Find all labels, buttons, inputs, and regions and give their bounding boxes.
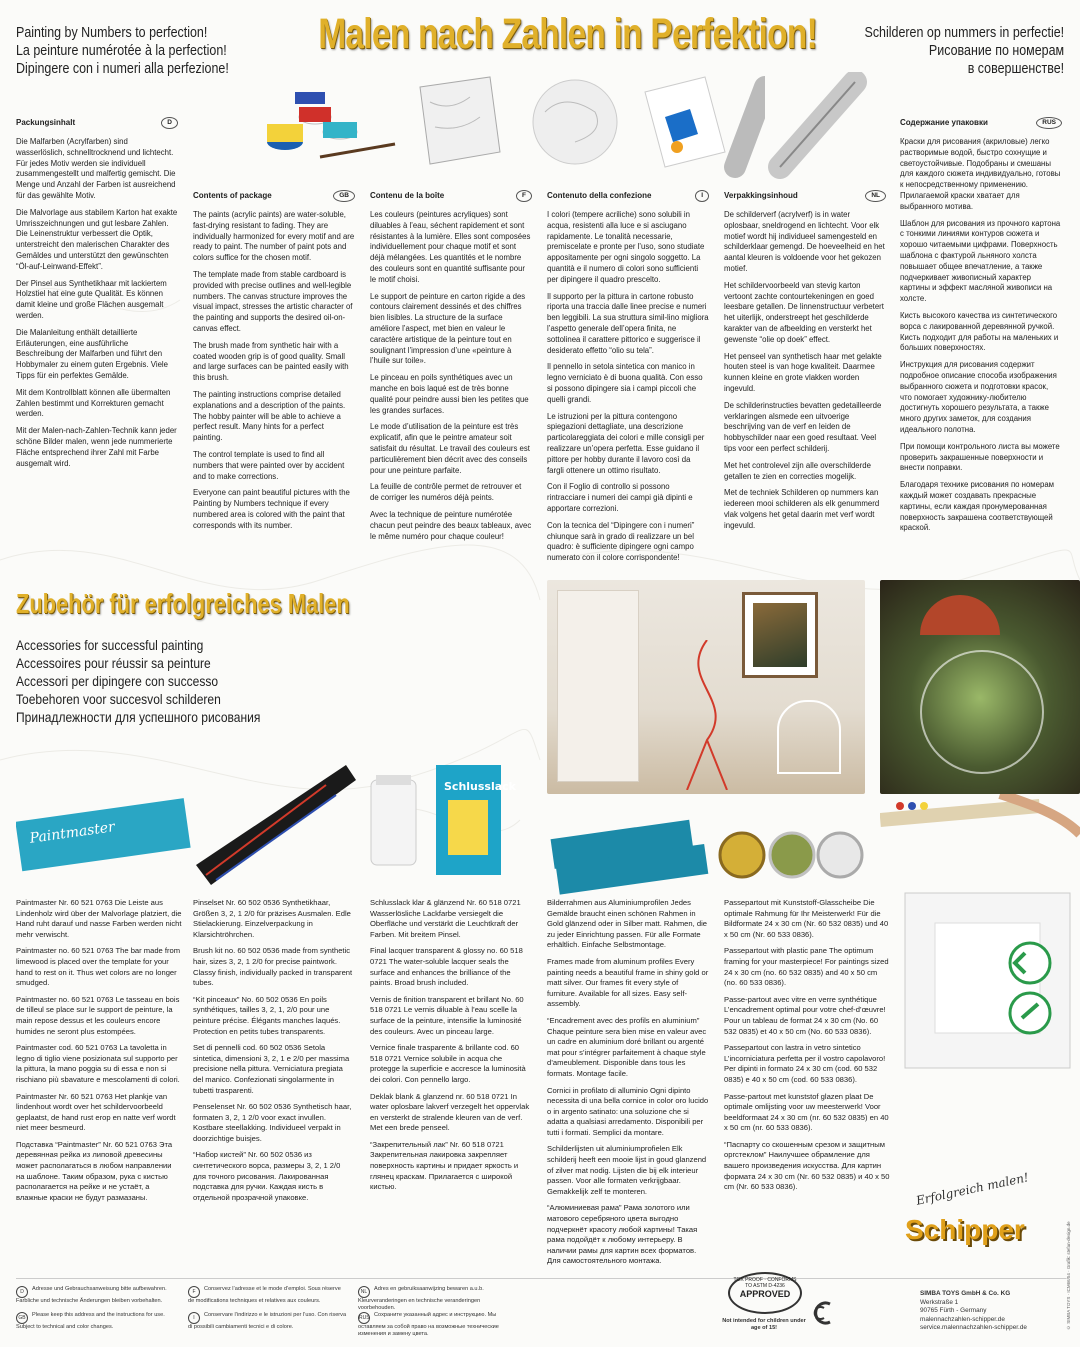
brush-set-image bbox=[196, 765, 356, 885]
contents-ru-p1: Краски для рисования (акриловые) легко растворимые водой, быстро сохнущие и светоустойчивые. Подобраны и смешаны для каждого сюжета индивидуально, готовы к непосредственному применению. Прилагаемой краски хватает для выбранного мотива. bbox=[900, 137, 1061, 211]
left-taglines bbox=[16, 24, 263, 78]
contents-fr-p5: La feuille de contrôle permet de retrouver et de corriger les numéros déjà peints. bbox=[370, 482, 522, 503]
final-lacquer-image bbox=[371, 765, 517, 875]
room-photo bbox=[547, 580, 865, 794]
main-title: Malen nach Zahlen in Perfektion! bbox=[318, 10, 817, 58]
lacquer-fr: Vernis de finition transparent et brillant No. 60 518 0721 Le vernis diluable à l’eau scelle la surface de la peinture, intensifie la luminosité des couleurs. Avec un pinceau large. bbox=[370, 994, 524, 1036]
lacquer-descriptions bbox=[370, 898, 532, 1199]
contents-it bbox=[547, 190, 709, 570]
company-name: SIMBA TOYS GmbH & Co. KG bbox=[920, 1290, 1011, 1297]
passepartout-image bbox=[900, 888, 1075, 1073]
brush-set-fr: “Kit pinceaux” No. 60 502 0536 En poils synthétiques, tailles 3, 2, 1, 2/0 pour une peinture précise. Élégants manches laqués. Protection en petits tubes transparents. bbox=[193, 994, 341, 1036]
frames-it: Cornici in profilato di alluminio Ogni dipinto necessita di una bella cornice in color oro lucido o in argento satinato: una soluzione che si adatta a qualsiasi arredamento. Disponibili per tutti i formati. Semplici da montare. bbox=[547, 1085, 709, 1137]
tagline-fr: La peinture numérotée à la perfection! bbox=[16, 43, 227, 59]
frames-de: Bilderrahmen aus Aluminiumprofilen Jedes Gemälde braucht einen schönen Rahmen in Gold glänzend oder in Silber matt. Rahmen, die zu jeder Einrichtung passen. Für alle Formate erhältlich. Einfache Selbstmontage. bbox=[547, 898, 707, 950]
accessories-subtitle-it: Accessori per dipingere con successo bbox=[16, 673, 219, 689]
company-address bbox=[920, 1290, 1070, 1333]
footer-note-i: I Conservare l’indirizzo e le istruzioni per l’uso. Con riserva di possibili cambiamenti tecnici e di colore. bbox=[188, 1312, 347, 1330]
passepartout-it: Passepartout con lastra in vetro sintetico L’incorniciatura perfetta per il vostro capolavoro! Per dipinti in formato 24 x 30 cm (cod. 60 532 0835) e 40 x 50 cm (cod. 60 533 0836). bbox=[724, 1043, 886, 1084]
paintmaster-ru: Подставка “Paintmaster” Nr. 60 521 0763 Эта деревянная рейка из липовой древесины может располагаться в любом направлении на шаблоне. Таким образом, рука с кистью располагается на рейке и не устаёт, а влажные краски не будут размазаны. bbox=[16, 1139, 173, 1202]
footer-badge-nl: NL bbox=[358, 1286, 370, 1298]
brand-slogan: Erfolgreich malen! bbox=[914, 1170, 1030, 1208]
contents-de-p1: Die Malfarben (Acrylfarben) sind wasserlöslich, schnelltrocknend und lichtecht. Für jedes Motiv werden sie individuell zusammengestellt und malfertig gemischt. Die Menge und Anzahl der Farben ist ausreichend für das gewählte Motiv. bbox=[16, 137, 176, 200]
lang-badge-nl: NL bbox=[865, 190, 886, 202]
accessories-subtitles bbox=[16, 636, 300, 726]
brush-set-nl: Penselenset Nr. 60 502 0536 Synthetisch haar, formaten 3, 2, 1 2/0 voor exact invullen. Kostbare steellakking. Individueel verpakt in doorzichtige buisjes. bbox=[193, 1102, 352, 1143]
chair bbox=[777, 700, 841, 774]
frames-product-image bbox=[547, 800, 867, 895]
contents-de-p2: Die Malvorlage aus stabilem Karton hat exakte Umrisszeichnungen und gut lesbare Zahlen. Die Leinenstruktur verbessert die Optik, unterstreicht den malerischen Charakter des Gemäldes und unterstützt den gewünschten “Öl-auf-Leinwand-Effekt”. bbox=[16, 207, 178, 271]
approved-seal-ring-text: TOX PROOF · CONFORMS TO ASTM D-4236 bbox=[733, 1277, 797, 1289]
frames-nl: Schilderlijsten uit aluminiumprofielen Elk schilderij heeft een mooie lijst in goud glanzend of zilver mat nodig. Lijsten die bij elk interieur passen. Voor alle formaten verkrijgbaar. Gemakkelijk zelf te monteren. bbox=[547, 1144, 707, 1196]
lang-badge-rus: RUS bbox=[1036, 117, 1062, 129]
lacquer-it: Vernice finale trasparente & brillante cod. 60 518 0721 Vernice solubile in acqua che protegge la superficie e accresce la luminosità dei colori. Con pennello largo. bbox=[370, 1043, 526, 1084]
tagline-ru-1: Рисование по номерам bbox=[928, 43, 1064, 59]
contents-nl bbox=[724, 190, 886, 538]
tagline-ru-2: в совершенстве! bbox=[967, 61, 1064, 77]
contents-ru-p5: При помощи контрольного листа вы можете проверить закрашенные поверхности и внести поправки. bbox=[900, 441, 1060, 473]
company-service-site: service.malennachzahlen-schipper.de bbox=[920, 1324, 1027, 1331]
painting-photo bbox=[880, 580, 1080, 794]
paintmaster-fr: Paintmaster no. 60 521 0763 Le tasseau en bois de tilleul se place sur le support de peinture, la main repose dessus et les couleurs encore humides ne seront plus estompées. bbox=[16, 994, 180, 1036]
passepartout-en: Passepartout with plastic pane The optimum framing for your masterpiece! For paintings sized 24 x 30 cm (no. 60 532 0835) and 40 x 50 cm (no. 60 533 0836). bbox=[724, 946, 889, 988]
schipper-logo bbox=[905, 1170, 1065, 1260]
contents-ru-p4: Инструкция для рисования содержит подробное описание способа изображения выбранного сюжета и подготовки красок, что помогает художнику-любителю достигнуть хорошего результата, а также много других заметок, для создания идеального полотна. bbox=[900, 360, 1057, 434]
accessories-subtitle-en: Accessories for successful painting bbox=[16, 637, 204, 653]
contents-nl-p3: Het penseel van synthetisch haar met gelakte houten steel is van hoge kwaliteit. Daarmee kunnen kleine en grote vlakken worden ingevuld. bbox=[724, 351, 882, 393]
contents-en-p5: The control template is used to find all numbers that were painted over by accident and to make corrections. bbox=[193, 449, 345, 481]
contents-nl-p1: De schilderverf (acrylverf) is in water oplosbaar, sneldrogend en lichtecht. Voor elk motief wordt hij individueel samengesteld en schilderklaar gemengd. De hoeveelheid en het aantal kleuren is voldoende voor het gekozen motief. bbox=[724, 210, 885, 273]
frames-ru: “Алюминиевая рама” Рама золотого или матового серебряного цвета выгодно подчеркнёт красоту любой картины! Такая рама подойдёт к любому интерьеру. В наличии рамы для картин всех форматов. Для самостоятельного монтажа. bbox=[547, 1203, 698, 1266]
contents-nl-heading: Verpakkingsinhoud bbox=[724, 190, 798, 200]
paint-pot-blue bbox=[295, 92, 325, 104]
brush bbox=[320, 144, 395, 157]
contents-ru-heading: Содержание упаковки bbox=[900, 117, 988, 127]
passepartout-descriptions bbox=[724, 898, 892, 1199]
brush-set-it: Set di pennelli cod. 60 502 0536 Setola sintetica, dimensioni 3, 2, 1 e 2/0 per massima precisione nella pittura. Verniciatura pregiata del manico. Confezionati singolarmente in tubetti trasparenti. bbox=[193, 1043, 350, 1095]
mushroom-cap bbox=[920, 595, 1000, 635]
lacquer-en: Final lacquer transparent & glossy no. 60 518 0721 The water-soluble lacquer seals the surface and enhances the brilliance of the paints. Broad brush included. bbox=[370, 946, 523, 988]
canvas-template-image bbox=[420, 77, 500, 164]
contents-it-heading: Contenuto della confezione bbox=[547, 190, 652, 200]
contents-it-p5: Con il Foglio di controllo si possono rintracciare i numeri dei campi già dipinti e apportare correzioni. bbox=[547, 482, 693, 513]
instructions-booklet-image bbox=[645, 77, 725, 167]
footer-note-rus: RUS Сохраните указанный адрес и инструкцию. Мы оставляем за собой право на возможные технические изменения и замену цвета. bbox=[358, 1312, 499, 1337]
passepartout-de: Passepartout mit Kunststoff-Glasscheibe Die optimale Rahmung für Ihr Meisterwerk! Für die Bildformate 24 x 30 cm (Nr. 60 532 0835) und 40 x 50 cm (Nr. 60 533 0836). bbox=[724, 898, 889, 939]
contents-nl-p5: Met het controlevel zijn alle overschilderde getallen te zien en correcties mogelijk. bbox=[724, 460, 871, 481]
frames-descriptions bbox=[547, 898, 709, 1273]
contents-de-heading: Packungsinhalt bbox=[16, 117, 76, 127]
paintmaster-de: Paintmaster Nr. 60 521 0763 Die Leiste aus Lindenholz wird über der Malvorlage platziert, die Hand ruht darauf und nasse Farben werden nicht mehr verwischt. bbox=[16, 898, 182, 939]
contents-it-p2: Il supporto per la pittura in cartone robusto riporta una traccia dalle linee precise e numeri ben leggibili. La sua struttura simil-lino migliora l’aspetto generale dell’opera finita, ne sottolinea il carattere pittorico e suggerisce il desiderato effetto “olio su tela”. bbox=[547, 291, 709, 355]
contents-ru-p2: Шаблон для рисования из прочного картона с тонкими линиями контуров сюжета и хорошо читаемыми цифрами. Поверхность шаблона с фактурой льняного холста повышает общее впечатление, а также подчеркивает живописный характер картины и эффект масляной живописи на холсте. bbox=[900, 218, 1061, 304]
framed-painting bbox=[742, 592, 818, 678]
brush-set-de: Pinselset Nr. 60 502 0536 Synthetikhaar, Größen 3, 2, 1 2/0 für präzises Ausmalen. Edle Stielackierung. Einzelverpackung in Klarsichtröhrchen. bbox=[193, 898, 351, 939]
brush-set-descriptions bbox=[193, 898, 355, 1209]
footer-badge-d: D bbox=[16, 1286, 28, 1298]
company-city: 90765 Fürth - Germany bbox=[920, 1307, 987, 1314]
tagline-nl: Schilderen op nummers in perfectie! bbox=[864, 25, 1064, 41]
frames-fr: “Encadrement avec des profils en aluminium” Chaque peinture sera bien mise en valeur avec un cadre en aluminium doré brillant ou argenté mat pour s’intégrer parfaitement à chaque style d’ameublement. Disponible dans tous les formats. Montage facile. bbox=[547, 1015, 707, 1078]
accessory-products-image bbox=[16, 745, 536, 895]
contents-en bbox=[193, 190, 355, 538]
accessories-subtitle-nl: Toebehoren voor succesvol schilderen bbox=[16, 691, 221, 707]
paintmaster-it: Paintmaster cod. 60 521 0763 La tavoletta in legno di tiglio viene posizionata sul supporto per la pittura, la mano poggia su di essa e non si rischiano più sbavature e mescolamenti di colori. bbox=[16, 1043, 180, 1084]
paintmaster-in-use-image bbox=[880, 794, 1080, 850]
paint-pots-image bbox=[267, 92, 395, 157]
kit-contents-illustration bbox=[245, 72, 765, 180]
paint-pot-teal bbox=[323, 122, 357, 138]
paint-pot-yellow bbox=[267, 124, 303, 142]
lang-badge-de: D bbox=[161, 117, 178, 129]
footer-note-f: F Conservez l’adresse et le mode d’emploi. Sous réserve de modifications techniques et relatives aux couleurs. bbox=[188, 1286, 341, 1304]
lang-badge-gb: GB bbox=[333, 190, 355, 202]
contents-it-p1: I colori (tempere acriliche) sono solubili in acqua, resistenti alla luce e si asciugano rapidamente. Le tonalità necessarie, premiscelate e pronte per l’uso, sono studiate appositamente per ogni singolo soggetto. La quantità e il numero di colori sono sufficienti per dipingere il quadro prescelto. bbox=[547, 210, 705, 284]
tagline-it: Dipingere con i numeri alla perfezione! bbox=[16, 61, 229, 77]
contents-de-p5: Mit dem Kontrollblatt können alle übermalten Zahlen bestimmt und Korrekturen gemacht werden. bbox=[16, 387, 171, 419]
contents-de-p4: Die Malanleitung enthält detaillierte Erläuterungen, eine ausführliche Beschreibung der Malfarben und führt den Hobbymaler zu einem guten Ergebnis. Viele Tipps für ein perfektes Gemälde. bbox=[16, 327, 168, 380]
paintmaster-logo-text: Paintmaster bbox=[28, 819, 116, 847]
contents-fr-p3: Le pinceau en poils synthétiques avec un manche en bois laqué est de très bonne qualité pour peindre aussi bien les petites que les grandes surfaces. bbox=[370, 373, 529, 415]
red-lamp bbox=[667, 640, 747, 790]
contents-fr-heading: Contenu de la boîte bbox=[370, 190, 445, 200]
contents-de-p6: Mit der Malen-nach-Zahlen-Technik kann jeder schöne Bilder malen, wenn jede nummerierte Fläche entsprechend ihrer Zahl mit Farbe ausgemalt wird. bbox=[16, 426, 177, 468]
company-street: Werkstraße 1 bbox=[920, 1298, 959, 1306]
brush-set-ru: “Набор кистей” Nr. 60 502 0536 из синтетического ворса, размеры 3, 2, 1 2/0 для точного рисования. Лакированная подставка для ручки. Каждая кисть в отдельной прозрачной упаковке. bbox=[193, 1150, 341, 1202]
accessories-title: Zubehör für erfolgreiches Malen bbox=[16, 588, 350, 619]
contents-de-p3: Der Pinsel aus Synthetikhaar mit lackiertem Holzstiel hat eine gute Qualität. Es können damit kleine und große Flächen ausgemalt werden. bbox=[16, 278, 167, 320]
accessories-subtitle-ru: Принадлежности для успешного рисования bbox=[16, 709, 261, 725]
contents-nl-p6: Met de techniek Schilderen op nummers kan iedereen mooi schilderen als elk genummerd vlak volgens het getal daarin met verf wordt ingevuld. bbox=[724, 488, 880, 530]
ce-mark-icon bbox=[810, 1300, 836, 1326]
lang-badge-f: F bbox=[516, 190, 532, 202]
contents-fr-p1: Les couleurs (peintures acryliques) sont diluables à l’eau, séchent rapidement et sont résistantes à la lumière. Elles sont composées individuellement pour chaque motif et sont déjà mélangées. Les quantités et le nombre des couleurs sont en quantité suffisante pour le motif choisi. bbox=[370, 210, 531, 284]
contents-ru-p6: Благодаря технике рисования по номерам каждый может создавать прекрасные картины, если каждая пронумерованная поверхность закрашена соответствующей краской. bbox=[900, 480, 1055, 533]
passepartout-nl: Passe-partout met kunststof glazen plaat De optimale omlijsting voor uw meesterwerk! Voor beeldformaat 24 x 30 cm (nr. 60 532 0835) en 40 x 50 cm (nr. 60 533 0836). bbox=[724, 1091, 889, 1133]
contents-en-p1: The paints (acrylic paints) are water-soluble, fast-drying resistant to fading. They are individually harmonized for every motif and are ready to paint. The number of paint pots and colors suffice for the chosen motif. bbox=[193, 210, 355, 263]
brush-set-en: Brush kit no. 60 502 0536 made from synthetic hair, sizes 3, 2, 1 2/0 for precise paintwork. Classy finish, individually packed in transparent tubes. bbox=[193, 946, 353, 988]
approved-seal-text: APPROVED bbox=[739, 1289, 791, 1299]
passepartout-fr: Passe-partout avec vitre en verre synthétique L’encadrement optimal pour votre chef-d’œuvre! Pour un tableau de format 24 x 30 cm (No. 60 532 0835) et 40 x 50 cm (No. 60 533 0836). bbox=[724, 994, 886, 1036]
accessories-subtitle-fr: Accessoires pour réussir sa peinture bbox=[16, 655, 211, 671]
contents-ru bbox=[900, 117, 1062, 540]
contents-en-p4: The painting instructions comprise detailed explanations and a description of the paints. The hobby painter will be able to achieve a perfect result. Many hints for a perfect painting. bbox=[193, 389, 346, 443]
right-taglines bbox=[832, 24, 1064, 78]
footer-badge-i: I bbox=[188, 1312, 200, 1324]
contents-fr-p2: Le support de peinture en carton rigide a des contours clairement dessinés et des chiffres bien lisibles. La structure de la surface améliore l’aspect, met bien en valeur le caractère artistique de la peinture tout en soulignant l’impression d’une «peinture à l’huile sur toile». bbox=[370, 291, 526, 366]
contents-nl-p2: Het schildervoorbeeld van stevig karton vertoont zachte contourtekeningen en goed leesbare getallen. De linnenstructuur verbetert het uiterlijk, onderstreept het geschilderde karakter van de afbeelding en versterkt het gewenste “olie op doek” effect. bbox=[724, 280, 884, 344]
brand-name: Schipper bbox=[905, 1214, 1025, 1245]
contents-en-p2: The template made from stable cardboard is provided with precise outlines and well-legible numbers. The canvas structure improves the visual impact, stresses the artistic character of the painting and supports the desired oil-on-canvas effect. bbox=[193, 269, 353, 333]
contents-it-p3: Il pennello in setola sintetica con manico in legno verniciato è di buona qualità. Con esso si possono dipingere sia i campi piccoli che quelli grandi. bbox=[547, 362, 703, 404]
silver-frame-sample-2 bbox=[818, 833, 862, 877]
contents-it-p4: Le istruzioni per la pittura contengono spiegazioni dettagliate, una descrizione particolareggiata dei colori e mille consigli per realizzare un’opera perfetta. Esse guidano il pittore per hobby durante il lavoro così da fargli ottenere un ottimo risultato. bbox=[547, 411, 705, 475]
contents-en-p6: Everyone can paint beautiful pictures with the Painting by Numbers technique if every numbered area is colored with the paint that corresponds with its number. bbox=[193, 488, 350, 530]
footer-note-gb: GB Please keep this address and the instructions for use. Subject to technical and color changes. bbox=[16, 1312, 165, 1330]
lacquer-de: Schlusslack klar & glänzend Nr. 60 518 0721 Wasserlösliche Lackfarbe versiegelt die Oberfläche und verstärkt die Leuchtkraft der Farben. Mit breitem Pinsel. bbox=[370, 898, 521, 939]
contents-fr-p4: Le mode d’utilisation de la peinture est très explicatif, afin que le peintre amateur soit satisfait du résultat. Le travail des couleurs est particulièrement bien décrit avec des conseils pour une peinture parfaite. bbox=[370, 422, 530, 475]
rolled-canvas-image-right bbox=[760, 72, 870, 180]
frames-en: Frames made from aluminum profiles Every painting needs a beautiful frame in shiny gold or matt silver. Our frames fit every style of furniture. Available for all sizes. Easy self-assembly. bbox=[547, 956, 709, 1009]
contents-fr-p6: Avec la technique de peinture numérotée chacun peut peindre des beaux tableaux, avec le même numéro pour chaque couleur! bbox=[370, 509, 532, 541]
lang-badge-i: I bbox=[695, 190, 709, 202]
contents-ru-p3: Кисть высокого качества из синтетического ворса с лакированной деревянной ручкой. Кисть подходит для работы на маленьких и больших поверхностях. bbox=[900, 310, 1059, 353]
lacquer-ru: “Закрепительный лак” Nr. 60 518 0721 Закрепительная лакировка закрепляет поверхность картины и придает яркость и глянец краскам. Прилагается с широкой кистью. bbox=[370, 1139, 519, 1192]
lacquer-nl: Deklak blank & glanzend nr. 60 518 0721 In water oplosbare lakverf verzegelt het oppervlak en versterkt de stralende kleuren van de verf. Met een brede penseel. bbox=[370, 1091, 530, 1133]
footer-divider bbox=[16, 1278, 1066, 1279]
footer-badge-rus: RUS bbox=[358, 1312, 370, 1324]
side-note: © SIMBA TOYS · ICM66/54 · Grafik: stefan-design.de bbox=[1066, 1221, 1071, 1330]
bottle bbox=[920, 650, 1044, 774]
age-warning: Not intended for children under age of 15! bbox=[722, 1318, 806, 1331]
paint-pot-red bbox=[299, 107, 331, 122]
footer-note-nl: NL Adres en gebruiksaanwijzing bewaren a.u.b. Kleurveranderingen en technische veranderingen voorbehouden. bbox=[358, 1286, 484, 1311]
gold-frame-sample bbox=[720, 833, 764, 877]
contents-fr bbox=[370, 190, 532, 548]
contents-de bbox=[16, 117, 178, 475]
control-sheet-image bbox=[533, 80, 617, 164]
footer-badge-f: F bbox=[188, 1286, 200, 1298]
paintmaster-en: Paintmaster no. 60 521 0763 The bar made from limewood is placed over the template for your hand to rest on it. Thus wet colors are no longer smudged. bbox=[16, 946, 181, 988]
silver-frame-sample-1 bbox=[770, 833, 814, 877]
passepartout-ru: “Паспарту со скошенным срезом и защитным оргстеклом” Наилучшее обрамление для вашего произведения искусства. Для картин формата 24 x 30 cm (Nr. 60 532 0835) и 40 x 50 cm (Nr. 60 533 0836). bbox=[724, 1139, 890, 1192]
footer-note-de: D Adresse und Gebrauchsanweisung bitte aufbewahren. Farbliche und technische Änderungen bleiben vorbehalten. bbox=[16, 1286, 167, 1304]
shelf bbox=[557, 590, 639, 782]
paintmaster-product-image bbox=[16, 798, 191, 871]
company-website: malennachzahlen-schipper.de bbox=[920, 1315, 1005, 1323]
paintmaster-nl: Paintmaster Nr. 60 521 0763 Het plankje van lindenhout wordt over het schildervoorbeeld geplaatst, de hand rust erop en natte verf wordt niet meer besmeurd. bbox=[16, 1091, 176, 1133]
footer-badge-gb: GB bbox=[16, 1312, 28, 1324]
approved-seal bbox=[728, 1272, 802, 1314]
contents-it-p6: Con la tecnica del “Dipingere con i numeri” chiunque sarà in grado di realizzare un bel quadro: è sufficiente dipingere ogni campo numerato con il colore corrispondente! bbox=[547, 520, 695, 563]
tagline-en: Painting by Numbers to perfection! bbox=[16, 25, 208, 41]
schlusslack-label: Schlusslack bbox=[444, 780, 516, 793]
contents-en-heading: Contents of package bbox=[193, 190, 272, 200]
contents-en-p3: The brush made from synthetic hair with a coated wooden grip is of good quality. Small and large surfaces can be painted easily with this brush. bbox=[193, 340, 349, 383]
paintmaster-descriptions bbox=[16, 898, 182, 1209]
contents-nl-p4: De schilderinstructies bevatten gedetailleerde verklaringen alsmede een uitvoerige beschrijving van de verf en leiden de hobbyschilder naar een goed resultaat. Veel tips voor een perfect schilderij. bbox=[724, 400, 882, 453]
